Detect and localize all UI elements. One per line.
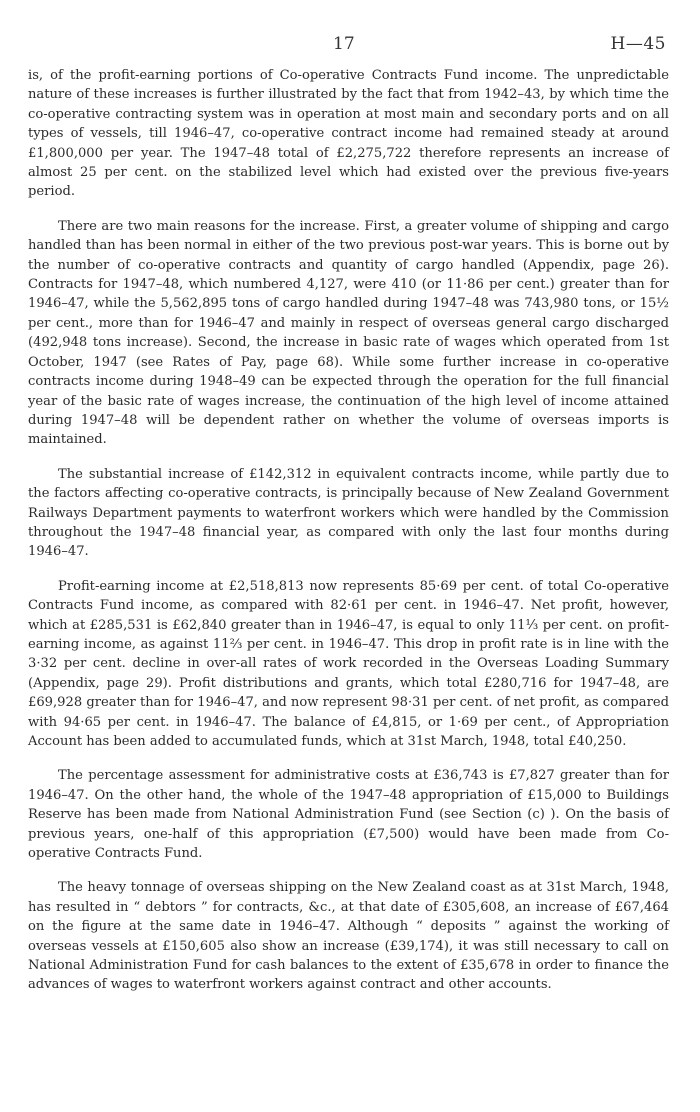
paragraph-equivalent-contracts: The substantial increase of £142,312 in equivalent contracts income, while partly due to the factors affecting co-operative contracts, is principally because of New Zealand Government Railways Department payments to waterfront workers which were handled by the Commission throughout the 1947–48 financial year, as compared with only the last four months during 1946–47.: [28, 466, 669, 560]
page-number: 17: [333, 34, 355, 54]
paragraph-reasons-for-increase: There are two main reasons for the increase. First, a greater volume of shipping and cargo handled than has been normal in either of the two previous post-war years. This is borne out by the number of co-operative contracts and quantity of cargo handled (Appendix, page 26). Contracts for 1947–48, which numbered 4,127, were 410 (or 11·86 per cent.) greater than for 1946–47, while the 5,562,895 tons of cargo handled during 1947–48 was 743,980 tons, or 15½ per cent., more than for 1946–47 and mainly in respect of overseas general cargo discharged (492,948 tons increase). Second, the increase in basic rate of wages which operated from 1st October, 1947 (see Rates of Pay, page 68). While some further increase in co-operative contracts income during 1948–49 can be expected through the operation for the full financial year of the basic rate of wages increase, the continuation of the high level of income attained during 1947–48 will be dependent rather on whether the volume of overseas imports is maintained.: [28, 218, 669, 448]
report-code: H—45: [610, 34, 666, 54]
paragraph-continued: is, of the profit-earning portions of Co-operative Contracts Fund income. The unpredictable nature of these increases is further illustrated by the fact that from 1942–43, by which time the co-operative contracting system was in operation at most main and secondary ports and on all types of vessels, till 1946–47, co-operative contract income had remained steady at around £1,800,000 per year. The 1947–48 total of £2,275,722 therefore represents an increase of almost 25 per cent. on the stabilized level which had existed over the previous five-years period.: [28, 68, 669, 200]
paragraph-administrative-costs: The percentage assessment for administrative costs at £36,743 is £7,827 greater than for 1946–47. On the other hand, the whole of the 1947–48 appropriation of £15,000 to Buildings Reserve has been made from National Administration Fund (see Section (c) ). On the basis of previous years, one-half of this appropriation (£7,500) would have been made from Co-operative Contracts Fund.: [28, 768, 669, 862]
body-text: [28, 66, 669, 1010]
paragraph-overseas-shipping: The heavy tonnage of overseas shipping on the New Zealand coast as at 31st March, 1948, has resulted in “ debtors ” for contracts, &c., at that date of £305,608, an increase of £67,464 on the figure at the same date in 1946–47. Although “ deposits ” against the working of overseas vessels at £150,605 also show an increase (£39,174), it was still necessary to call on National Administration Fund for cash balances to the extent of £35,678 in order to finance the advances of wages to waterfront workers against contract and other accounts.: [28, 880, 669, 993]
page-header: [0, 34, 700, 58]
paragraph-profit-earning-income: Profit-earning income at £2,518,813 now represents 85·69 per cent. of total Co-operative Contracts Fund income, as compared with 82·61 per cent. in 1946–47. Net profit, however, which at £285,531 is £62,840 greater than in 1946–47, is equal to only 11⅓ per cent. on profit-earning income, as against 11⅔ per cent. in 1946–47. This drop in profit rate is in line with the 3·32 per cent. decline in over-all rates of work recorded in the Overseas Loading Summary (Appendix, page 29). Profit distributions and grants, which total £280,716 for 1947–48, are £69,928 greater than for 1946–47, and now represent 98·31 per cent. of net profit, as compared with 94·65 per cent. in 1946–47. The balance of £4,815, or 1·69 per cent., of Appropriation Account has been added to accumulated funds, which at 31st March, 1948, total £40,250.: [28, 578, 669, 749]
